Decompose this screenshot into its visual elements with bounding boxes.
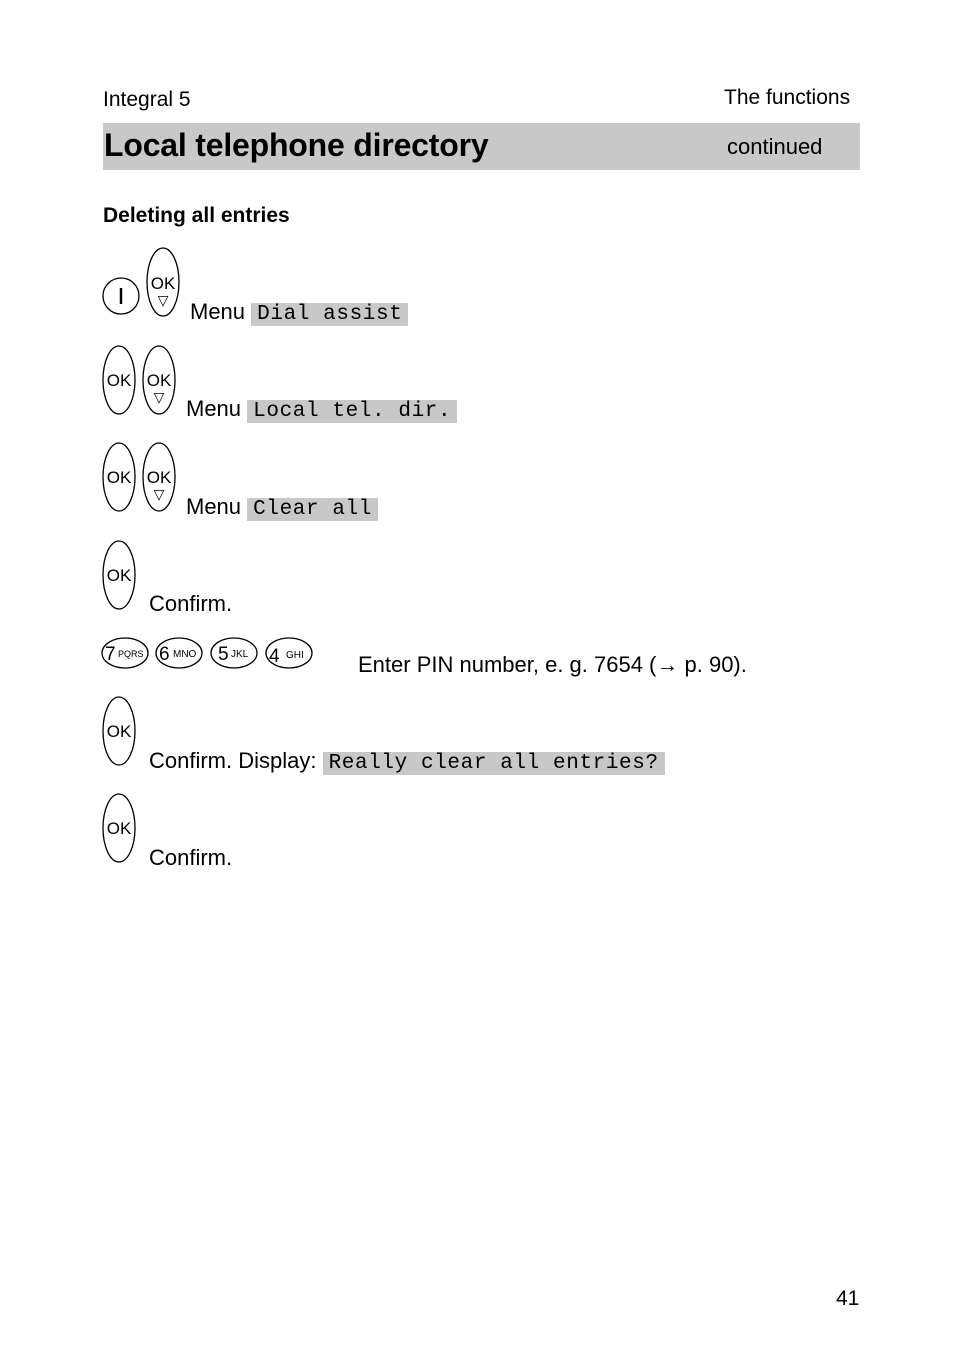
step-2-label: Menu [186,396,242,421]
page-number: 41 [836,1287,860,1310]
page-title: Local telephone directory [104,127,489,163]
svg-text:▽: ▽ [153,389,165,405]
svg-text:OK: OK [106,566,132,585]
ok-down-key-icon [146,247,182,317]
svg-text:7: 7 [105,644,116,665]
ok-key-icon [102,793,138,863]
ok-key-icon [102,442,138,512]
svg-text:JKL: JKL [231,649,249,660]
ok-down-key-icon [142,442,178,512]
step-7-label: Confirm. [149,845,233,870]
svg-text:OK: OK [106,371,132,390]
step-6-display: Really clear all entries? [323,752,665,775]
svg-text:4: 4 [269,646,280,667]
step-3-display: Clear all [247,498,378,521]
title-bar [103,123,860,170]
step-6-label: Confirm. Display: [149,748,317,773]
key-7-icon [102,637,150,671]
svg-text:OK: OK [146,371,172,390]
step-1-display: Dial assist [251,303,408,326]
svg-text:OK: OK [106,819,132,838]
ok-down-key-icon [142,345,178,415]
continued-label: continued [727,134,823,159]
ok-key-icon [102,540,138,610]
svg-text:OK: OK [106,468,132,487]
key-4-icon [266,637,314,671]
section-heading: Deleting all entries [103,204,290,227]
step-2-display: Local tel. dir. [247,400,457,423]
header-product-name: Integral 5 [103,88,191,111]
svg-text:OK: OK [146,468,172,487]
svg-text:MNO: MNO [173,649,197,660]
ok-key-icon [102,696,138,766]
step-3-text [186,494,378,521]
svg-text:OK: OK [106,722,132,741]
header-chapter-title: The functions [724,86,851,109]
step-1-text [190,299,408,326]
svg-text:PQRS: PQRS [118,649,144,659]
svg-text:5: 5 [218,644,229,665]
svg-text:▽: ▽ [157,292,169,308]
svg-text:▽: ▽ [153,486,165,502]
step-6-text [149,748,665,775]
step-4-label: Confirm. [149,591,233,616]
svg-text:6: 6 [159,644,170,665]
key-6-icon [156,637,204,671]
svg-text:GHI: GHI [286,650,304,661]
step-1-label: Menu [190,299,246,324]
step-2-text [186,396,457,423]
handset-key-icon [102,276,142,318]
step-3-label: Menu [186,494,242,519]
svg-text:OK: OK [150,274,176,293]
key-5-icon [211,637,259,671]
ok-key-icon [102,345,138,415]
step-5-label: Enter PIN number, e. g. 7654 (→ p. 90). [358,652,747,677]
